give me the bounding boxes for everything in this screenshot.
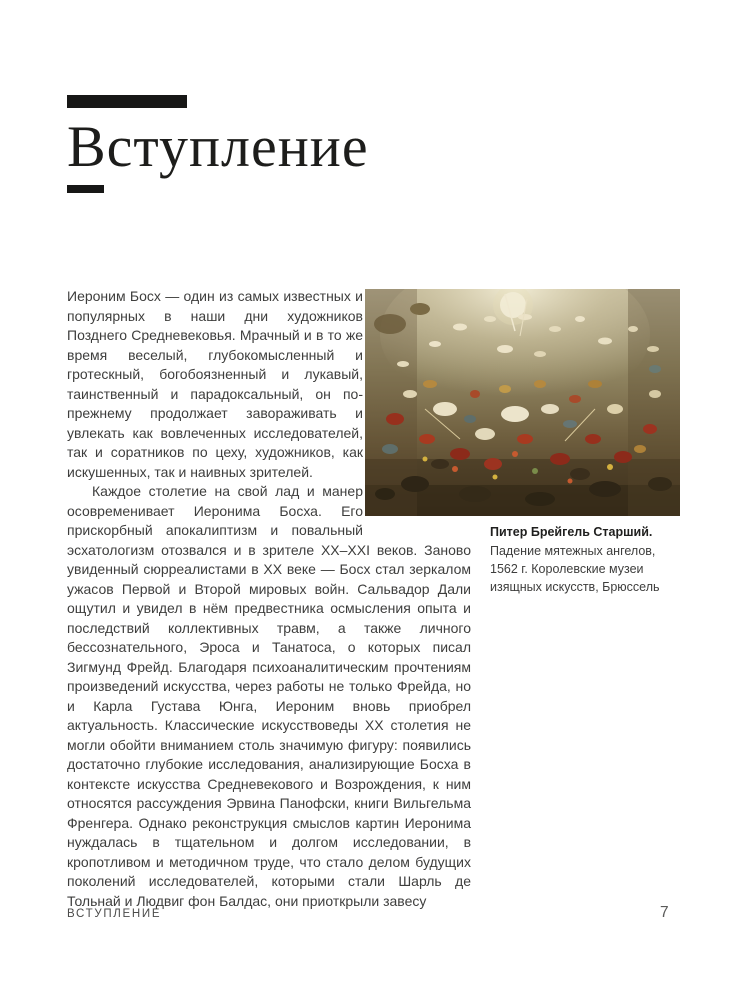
running-footer-section: ВСТУПЛЕНИЕ: [67, 908, 162, 920]
caption-artist: Питер Брейгель Старший.: [490, 525, 653, 539]
figure-caption: [490, 523, 670, 596]
page-number: 7: [660, 904, 669, 921]
page-title: Вступление: [67, 114, 369, 179]
article-body: [67, 287, 660, 911]
bruegel-fall-of-rebel-angels-painting: [365, 289, 680, 516]
decorative-rule-thin: [67, 185, 104, 193]
decorative-rule-thick: [67, 95, 187, 108]
paragraph: Каждое столетие на свой лад и манер осовременивает Иеронима Босха. Его прискорбный апокалиптизм и повальный эсхатологизм отозвался и в зрителе XX–XXI веков. Заново увиденный сюрреалистами в XX веке — Босх стал зеркалом ужасов Первой и Второй мировых войн. Сальвадор Дали ощутил и увидел в нём предвестника осмысления опыта и последствий коллективных травм, а также личного бессознательного, Эроса и Танатоса, о которых писал Зигмунд Фрейд. Благодаря психоаналитическим прочтениям произведений искусства, через работы не только Фрейда, но и Карла Густава Юнга, Иероним вновь приобрел актуальность. Классические искусствоведы XX столетия не могли обойти вниманием столь значимую фигуру: появились достаточно глубокие исследования, анализирующие Босха в контексте искусства Средневекового и Возрождения, к ним относятся рассуждения Эрвина Панофски, книги Вильгельма Френгера. Однако реконструкция смыслов картин Иеронима нуждалась в тщательном и долгом исследовании, в кропотливом и методичном труде, что стало делом будущих поколений исследователей, которыми стали Шарль де Тольнай и Людвиг фон Балдас, они приоткрыли завесу: [67, 483, 471, 909]
figure-bruegel: [365, 289, 741, 516]
chapter-header: [67, 95, 369, 193]
caption-text: Падение мятежных ангелов, 1562 г. Королевские музеи изящных искусств, Брюссель: [490, 544, 660, 594]
paragraph: Иероним Босх — один из самых известных и популярных в наши дни художников Позднего Средневековья. Мрачный и в то же время веселый, глубокомысленный и гротескный, богобоязненный и лукавый, таинственный и парадоксальный, он по-прежнему продолжает завораживать и увлекать как вовлеченных исследователей, так и соратников по цеху, художников, как искушенных, так и наивных зрителей.: [67, 288, 363, 480]
